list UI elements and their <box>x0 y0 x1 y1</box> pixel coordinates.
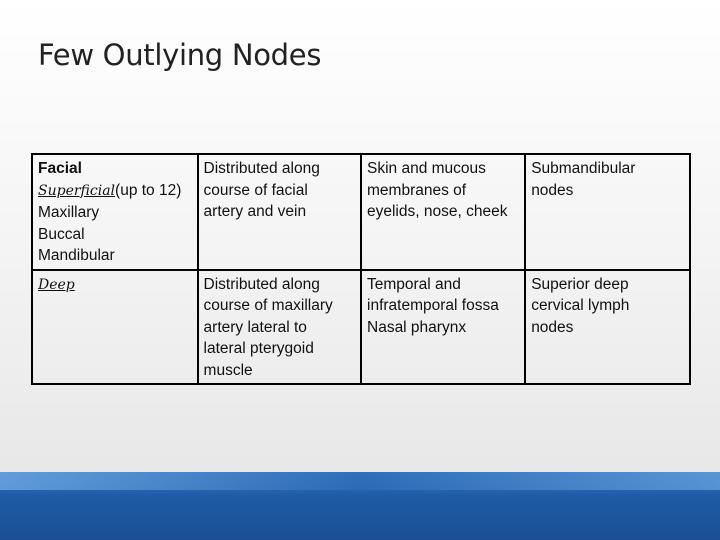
cell-drainage-facial <box>361 154 525 270</box>
text-line: nodes <box>531 181 574 199</box>
superficial-line <box>38 180 192 203</box>
group-heading: Facial <box>38 160 82 177</box>
text-line: eyelids, nose, cheek <box>367 203 508 220</box>
cell-efferent-deep <box>525 270 690 385</box>
slide-title: Few Outlying Nodes <box>38 38 322 72</box>
text-line: Temporal and <box>367 275 461 293</box>
text-line: lateral pterygoid <box>203 340 314 357</box>
text-line: membranes of <box>367 181 467 199</box>
node-mandibular: Mandibular <box>38 247 115 264</box>
cell-distribution-deep <box>198 270 361 385</box>
superficial-count: (up to 12) <box>115 181 182 199</box>
footer-highlight <box>0 472 720 490</box>
node-maxillary: Maxillary <box>38 204 100 221</box>
lymph-nodes-table <box>31 153 691 385</box>
text-line: artery and vein <box>203 203 307 220</box>
text-line: muscle <box>203 361 253 379</box>
table-row-deep <box>32 270 690 385</box>
text-line: cervical lymph <box>531 297 630 314</box>
cell-drainage-deep <box>361 270 525 385</box>
cell-efferent-facial <box>525 154 690 270</box>
text-line: nodes <box>531 318 574 336</box>
text-line: infratemporal fossa <box>367 297 499 314</box>
text-line: course of facial <box>203 181 308 199</box>
text-line: Skin and mucous <box>367 160 486 177</box>
cell-group-deep <box>32 270 198 385</box>
text-line: Submandibular <box>531 160 636 177</box>
text-line: course of maxillary <box>203 297 333 314</box>
node-buccal: Buccal <box>38 225 85 243</box>
table-row-facial <box>32 154 690 270</box>
text-line: Superior deep <box>531 275 629 293</box>
superficial-label: Superficial <box>38 182 116 199</box>
deep-label: Deep <box>38 276 75 293</box>
text-line: Distributed along <box>203 160 320 177</box>
cell-group-facial <box>32 154 198 270</box>
text-line: artery lateral to <box>203 318 307 336</box>
text-line: Nasal pharynx <box>367 318 467 336</box>
footer-band <box>0 472 720 540</box>
cell-distribution-facial <box>198 154 361 270</box>
text-line: Distributed along <box>203 275 320 293</box>
